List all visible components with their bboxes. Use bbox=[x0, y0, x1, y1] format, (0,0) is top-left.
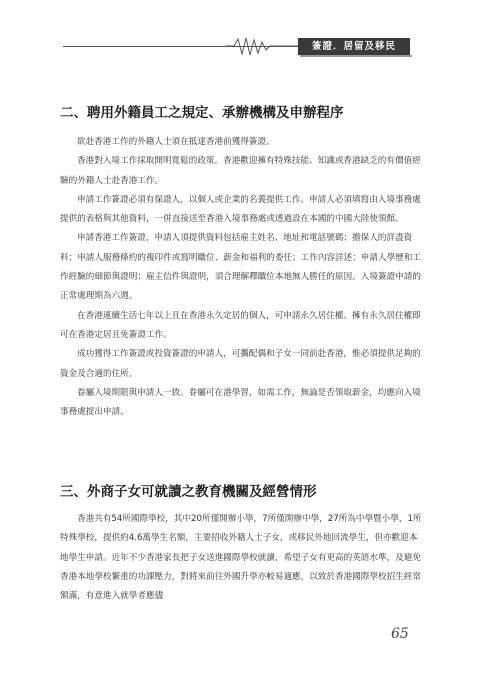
paragraph: 申請工作簽證必須有保證人，以個人或企業的名義提供工作。申請人必須填寫由入境事務處提供的表格與其他資料，一併直接送至香港入境事務處或透過設在本國的中國大陸使領館。 bbox=[60, 194, 421, 225]
section-body-employment bbox=[60, 133, 422, 422]
section-body-education bbox=[60, 510, 422, 606]
header-tab-shadow bbox=[300, 55, 412, 57]
paragraph: 成功獲得工作簽證或投資簽證的申請人，可攜配偶和子女一同前赴香港，惟必須提供足夠的資金及合適的住所。 bbox=[60, 349, 421, 379]
paragraph: 欲赴香港工作的外籍人士須在抵達香港前獲得簽證。 bbox=[77, 137, 275, 147]
page-number: 65 bbox=[391, 626, 409, 642]
section-title-employment: 二、聘用外籍員工之規定、承辦機構及申辦程序 bbox=[60, 105, 344, 121]
heartbeat-wave-icon bbox=[226, 36, 298, 58]
paragraph: 香港對入境工作採取開明寬鬆的政策。香港歡迎擁有特殊技能、知識或香港缺乏的有價值經驗的外籍人士赴香港工作。 bbox=[60, 156, 421, 186]
section-title-education: 三、外商子女可就讀之教育機關及經營情形 bbox=[60, 484, 317, 500]
paragraph: 申請香港工作簽證，申請人須提供資料包括雇主姓名、地址和電話號碼；擔保人的詳盡資料；申請人服務條約的複印件或寫明職位、薪金和福利的委任；工作內容詳述；申請人學歷和工作經驗的細節與證明；雇主信件與證明，須合理解釋職位本地無人勝任的原因。入境簽證申請的正常處理期為六週。 bbox=[60, 233, 421, 302]
paragraph: 眷屬入境期限與申請人一致。眷屬可在港學習，如需工作，無論是否領取薪金，均應向入境事務處提出申請。 bbox=[60, 387, 421, 418]
section-header-tab: 簽證．居留及移民 bbox=[298, 38, 410, 55]
paragraph: 在香港連續生活七年以上且在香港永久定居的個人，可申請永久居住權。擁有永久居住權即可在香港定居且免簽證工作。 bbox=[60, 310, 421, 340]
paragraph: 香港共有54所國際學校，其中20所僅開辦小學，7所僅開辦中學，27所為中學暨小學，1所特殊學校，提供約4.6萬學生名額，主要招收外籍人士子女，或移民外地回流學生，但亦歡迎本地學生申請。近年不少香港家長把子女送進國際學校就讀，希望子女有更高的英語水準，及避免香港本地學校繁重的功課壓力，對將來前往外國升學亦較易適應，以致於香港國際學校招生經常額滿，有意進入就學者應儘 bbox=[60, 514, 422, 602]
